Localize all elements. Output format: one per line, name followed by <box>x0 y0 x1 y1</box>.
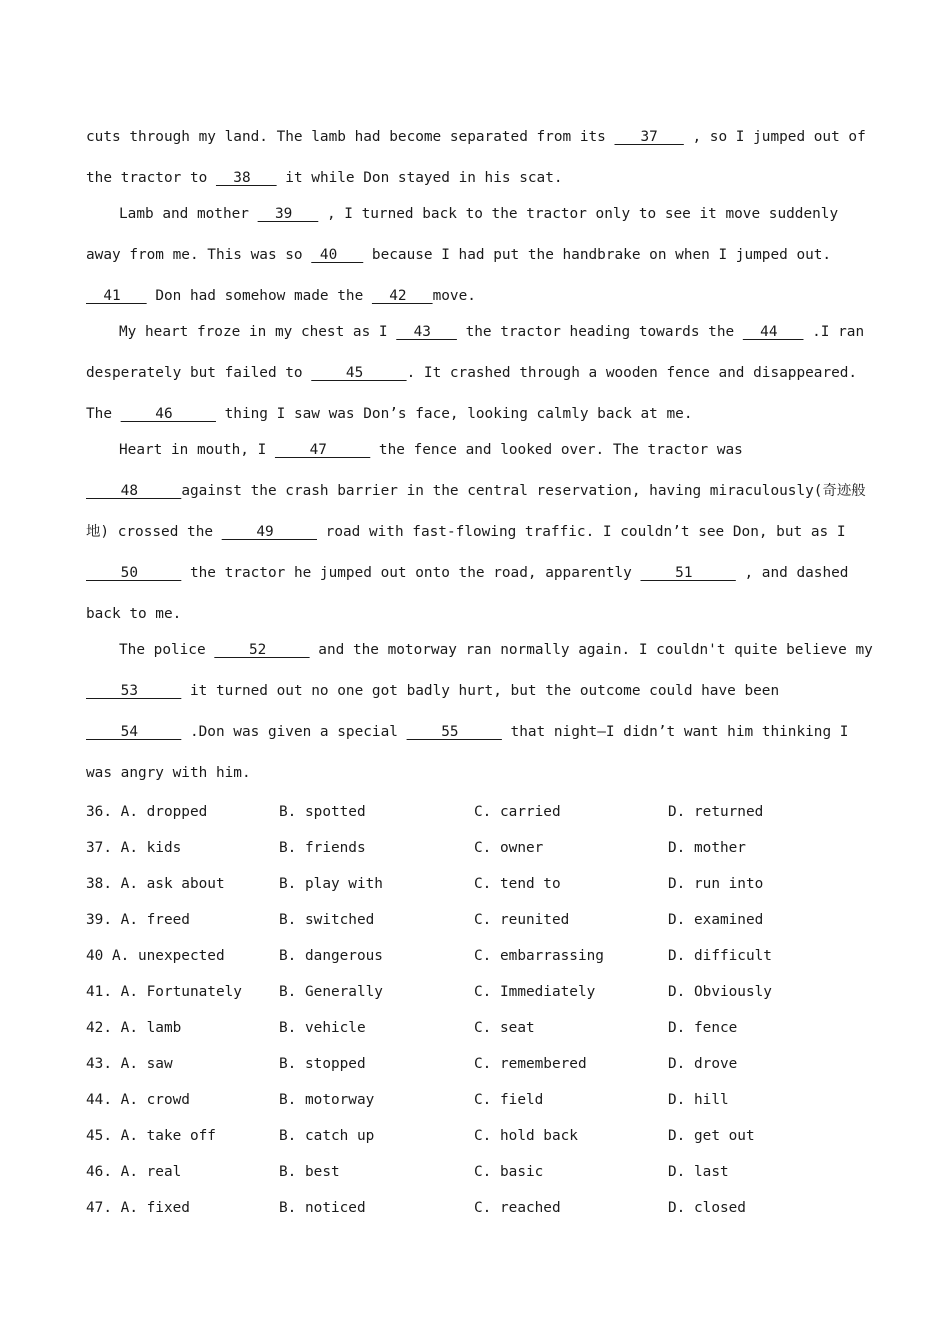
option-a: 42. A. lamb <box>86 1020 182 1036</box>
blank-46: 46 <box>120 406 216 422</box>
option-c: C. basic <box>474 1164 544 1180</box>
passage-text: Don had somehow made the <box>146 288 372 304</box>
option-row <box>86 1190 862 1226</box>
option-c: C. seat <box>474 1020 535 1036</box>
blank-47: 47 <box>274 442 371 458</box>
option-c: C. reached <box>474 1200 561 1216</box>
passage-line <box>86 514 862 555</box>
passage-text: road with fast-flowing traffic. I couldn’t see Don, but as I <box>317 524 846 540</box>
option-a: 41. A. Fortunately <box>86 984 242 1000</box>
passage-line <box>86 314 865 355</box>
option-d: D. closed <box>668 1200 746 1216</box>
answer-options <box>86 794 862 1226</box>
passage-line <box>86 632 873 673</box>
passage-text: cuts through my land. The lamb had become separated from its <box>86 129 615 145</box>
cloze-passage <box>86 119 873 791</box>
passage-line <box>86 596 862 632</box>
option-row <box>86 974 862 1010</box>
option-a: 43. A. saw <box>86 1056 173 1072</box>
option-d: D. returned <box>668 804 764 820</box>
option-d: D. fence <box>668 1020 738 1036</box>
option-d: D. Obviously <box>668 984 772 1000</box>
passage-line <box>86 714 862 755</box>
option-row <box>86 1010 862 1046</box>
option-b: B. best <box>279 1164 340 1180</box>
blank-45: 45 <box>311 365 407 381</box>
option-c: C. carried <box>474 804 561 820</box>
blank-55: 55 <box>406 724 502 740</box>
blank-52: 52 <box>214 642 310 658</box>
option-d: D. last <box>668 1164 729 1180</box>
option-c: C. field <box>474 1092 544 1108</box>
passage-text: 地) crossed the <box>86 524 222 540</box>
passage-text: Lamb and mother <box>119 206 258 222</box>
passage-text: because I had put the handbrake on when I jumped out. <box>363 247 832 263</box>
passage-text: .Don was given a special <box>181 724 407 740</box>
blank-39: 39 <box>257 206 319 222</box>
passage-text: The police <box>119 642 215 658</box>
option-d: D. examined <box>668 912 764 928</box>
passage-line <box>86 355 862 396</box>
passage-line <box>86 196 862 237</box>
option-b: B. vehicle <box>279 1020 366 1036</box>
passage-text: back to me. <box>86 606 182 622</box>
option-d: D. mother <box>668 840 746 856</box>
passage-text: the tractor to <box>86 170 216 186</box>
option-c: C. reunited <box>474 912 570 928</box>
option-a: 47. A. fixed <box>86 1200 190 1216</box>
option-b: B. spotted <box>279 804 366 820</box>
blank-37: 37 <box>614 129 684 145</box>
passage-text: The <box>86 406 121 422</box>
passage-text: .I ran <box>803 324 865 340</box>
passage-text: , I turned back to the tractor only to see it move suddenly <box>318 206 839 222</box>
option-c: C. remembered <box>474 1056 587 1072</box>
option-a: 44. A. crowd <box>86 1092 190 1108</box>
passage-line <box>86 473 866 514</box>
passage-line <box>86 119 866 160</box>
option-b: B. play with <box>279 876 383 892</box>
option-d: D. drove <box>668 1056 738 1072</box>
passage-line <box>86 237 862 278</box>
passage-line <box>86 396 862 432</box>
passage-line <box>86 673 862 714</box>
passage-text: it while Don stayed in his scat. <box>276 170 563 186</box>
option-b: B. dangerous <box>279 948 383 964</box>
option-c: C. hold back <box>474 1128 578 1144</box>
option-b: B. friends <box>279 840 366 856</box>
option-b: B. stopped <box>279 1056 366 1072</box>
passage-text: that night—I didn’t want him thinking I <box>501 724 849 740</box>
passage-text: thing I saw was Don’s face, looking calmly back at me. <box>215 406 693 422</box>
option-b: B. switched <box>279 912 375 928</box>
passage-text: Heart in mouth, I <box>119 442 275 458</box>
passage-line <box>86 160 862 196</box>
option-row <box>86 794 862 830</box>
option-row <box>86 830 862 866</box>
passage-text: was angry with him. <box>86 765 251 781</box>
passage-text: My heart froze in my chest as I <box>119 324 397 340</box>
blank-54: 54 <box>86 724 182 740</box>
passage-text: against the crash barrier in the central reservation, having miraculously(奇迹般 <box>181 483 866 499</box>
option-a: 39. A. freed <box>86 912 190 928</box>
blank-43: 43 <box>396 324 457 340</box>
passage-line <box>86 432 862 473</box>
passage-text: desperately but failed to <box>86 365 312 381</box>
passage-text: . It crashed through a wooden fence and disappeared. <box>406 365 858 381</box>
option-a: 36. A. dropped <box>86 804 208 820</box>
option-a: 37. A. kids <box>86 840 182 856</box>
blank-49: 49 <box>221 524 317 540</box>
option-b: B. motorway <box>279 1092 375 1108</box>
option-row <box>86 1046 862 1082</box>
passage-text: , so I jumped out of <box>683 129 866 145</box>
option-d: D. get out <box>668 1128 755 1144</box>
blank-40: 40 <box>311 247 364 263</box>
option-a: 40 A. unexpected <box>86 948 225 964</box>
passage-text: it turned out no one got badly hurt, but the outcome could have been <box>181 683 780 699</box>
blank-42: 42 <box>371 288 433 304</box>
option-a: 45. A. take off <box>86 1128 216 1144</box>
blank-51: 51 <box>640 565 736 581</box>
passage-text: the fence and looked over. The tractor was <box>370 442 743 458</box>
passage-line <box>86 755 862 791</box>
blank-50: 50 <box>86 565 182 581</box>
option-row <box>86 902 862 938</box>
option-d: D. run into <box>668 876 764 892</box>
option-row <box>86 1082 862 1118</box>
blank-53: 53 <box>86 683 182 699</box>
blank-44: 44 <box>742 324 804 340</box>
option-d: D. difficult <box>668 948 772 964</box>
passage-text: , and dashed <box>735 565 849 581</box>
option-row <box>86 1154 862 1190</box>
passage-text: and the motorway ran normally again. I couldn't quite believe my <box>309 642 873 658</box>
passage-line <box>86 278 862 314</box>
passage-text: move. <box>432 288 476 304</box>
blank-38: 38 <box>215 170 277 186</box>
option-a: 46. A. real <box>86 1164 182 1180</box>
option-row <box>86 938 862 974</box>
option-b: B. Generally <box>279 984 383 1000</box>
blank-41: 41 <box>86 288 147 304</box>
option-c: C. owner <box>474 840 544 856</box>
passage-text: the tractor heading towards the <box>456 324 743 340</box>
option-c: C. tend to <box>474 876 561 892</box>
passage-text: away from me. This was so <box>86 247 312 263</box>
blank-48: 48 <box>86 483 182 499</box>
passage-line <box>86 555 862 596</box>
option-c: C. embarrassing <box>474 948 604 964</box>
option-c: C. Immediately <box>474 984 596 1000</box>
option-row <box>86 1118 862 1154</box>
option-d: D. hill <box>668 1092 729 1108</box>
option-b: B. catch up <box>279 1128 375 1144</box>
passage-text: the tractor he jumped out onto the road, apparently <box>181 565 641 581</box>
option-b: B. noticed <box>279 1200 366 1216</box>
option-row <box>86 866 862 902</box>
option-a: 38. A. ask about <box>86 876 225 892</box>
